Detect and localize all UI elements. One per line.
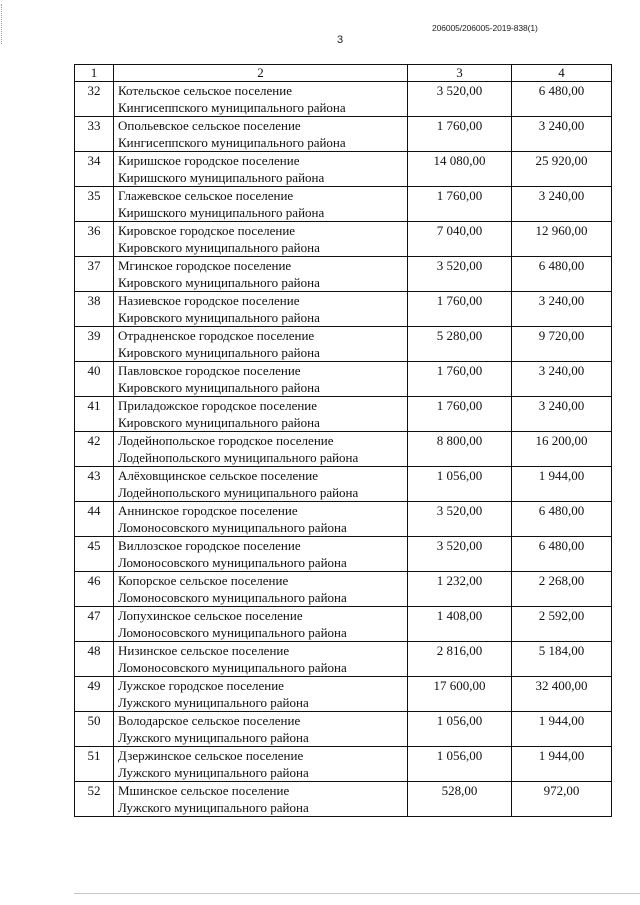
settlement-name: Лужское городское поселение: [118, 678, 284, 693]
amount-col-3-cell: 14 080,00: [408, 152, 512, 187]
settlement-name-cell: [114, 117, 408, 152]
amount-col-3-cell: 1 760,00: [408, 362, 512, 397]
amount-col-4-cell: 32 400,00: [512, 677, 612, 712]
amount-col-4-cell: 3 240,00: [512, 187, 612, 222]
amount-col-3-cell: 3 520,00: [408, 82, 512, 117]
settlement-name-cell: [114, 677, 408, 712]
settlement-name-cell: [114, 397, 408, 432]
amount-col-4-cell: 12 960,00: [512, 222, 612, 257]
amount-col-3-cell: 2 816,00: [408, 642, 512, 677]
row-number-cell: 46: [75, 572, 114, 607]
settlement-name-cell: [114, 327, 408, 362]
amount-col-4-cell: 1 944,00: [512, 747, 612, 782]
row-number-cell: 35: [75, 187, 114, 222]
row-number-cell: 50: [75, 712, 114, 747]
settlement-name: Аннинское городское поселение: [118, 503, 298, 518]
settlement-name-cell: [114, 82, 408, 117]
district-name: Лодейнопольского муниципального района: [118, 450, 359, 465]
table-row: [75, 572, 612, 607]
district-name: Кировского муниципального района: [118, 345, 320, 360]
district-name: Кировского муниципального района: [118, 415, 320, 430]
amount-col-4-cell: 25 920,00: [512, 152, 612, 187]
table-row: [75, 292, 612, 327]
row-number-cell: 37: [75, 257, 114, 292]
district-name: Кировского муниципального района: [118, 240, 320, 255]
settlement-name: Мгинское городское поселение: [118, 258, 292, 273]
amount-col-3-cell: 1 232,00: [408, 572, 512, 607]
row-number-cell: 49: [75, 677, 114, 712]
district-name: Лужского муниципального района: [118, 765, 309, 780]
settlement-name-cell: [114, 362, 408, 397]
amount-col-4-cell: 3 240,00: [512, 362, 612, 397]
table-row: [75, 747, 612, 782]
row-number-cell: 36: [75, 222, 114, 257]
settlement-name: Лодейнопольское городское поселение: [118, 433, 334, 448]
amount-col-4-cell: 3 240,00: [512, 397, 612, 432]
table-row: [75, 642, 612, 677]
district-name: Киришского муниципального района: [118, 205, 325, 220]
amount-col-3-cell: 1 760,00: [408, 187, 512, 222]
row-number-cell: 33: [75, 117, 114, 152]
settlement-name-cell: [114, 292, 408, 327]
amount-col-3-cell: 1 056,00: [408, 467, 512, 502]
row-number-cell: 43: [75, 467, 114, 502]
row-number-cell: 41: [75, 397, 114, 432]
amount-col-4-cell: 6 480,00: [512, 537, 612, 572]
table-row: [75, 327, 612, 362]
amount-col-3-cell: 1 760,00: [408, 117, 512, 152]
amount-col-3-cell: 3 520,00: [408, 257, 512, 292]
district-name: Лужского муниципального района: [118, 695, 309, 710]
table-row: [75, 82, 612, 117]
settlement-name: Виллозское городское поселение: [118, 538, 301, 553]
settlement-name: Приладожское городское поселение: [118, 398, 318, 413]
district-name: Киришского муниципального района: [118, 170, 325, 185]
row-number-cell: 51: [75, 747, 114, 782]
amount-col-4-cell: 16 200,00: [512, 432, 612, 467]
row-number-cell: 48: [75, 642, 114, 677]
table-row: [75, 467, 612, 502]
header-col-1: 1: [75, 65, 114, 82]
district-name: Кингисеппского муниципального района: [118, 100, 346, 115]
table-row: [75, 397, 612, 432]
settlement-name: Мшинское сельское поселение: [118, 783, 290, 798]
settlement-name: Павловское городское поселение: [118, 363, 301, 378]
amount-col-3-cell: 1 760,00: [408, 397, 512, 432]
amount-col-4-cell: 972,00: [512, 782, 612, 817]
amount-col-4-cell: 3 240,00: [512, 117, 612, 152]
settlement-name: Назиевское городское поселение: [118, 293, 300, 308]
row-number-cell: 47: [75, 607, 114, 642]
district-name: Ломоносовского муниципального района: [118, 520, 347, 535]
amount-col-4-cell: 2 592,00: [512, 607, 612, 642]
page-number: 3: [336, 34, 344, 46]
settlement-name: Отрадненское городское поселение: [118, 328, 315, 343]
table-row: [75, 677, 612, 712]
table-row: [75, 257, 612, 292]
row-number-cell: 42: [75, 432, 114, 467]
settlement-name: Низинское сельское поселение: [118, 643, 290, 658]
amount-col-3-cell: 1 408,00: [408, 607, 512, 642]
settlement-name-cell: [114, 432, 408, 467]
settlement-name: Киришское городское поселение: [118, 153, 300, 168]
district-name: Лужского муниципального района: [118, 730, 309, 745]
amount-col-3-cell: 3 520,00: [408, 537, 512, 572]
row-number-cell: 45: [75, 537, 114, 572]
table-row: [75, 607, 612, 642]
amount-col-4-cell: 3 240,00: [512, 292, 612, 327]
table-header-row: [75, 65, 612, 82]
amount-col-4-cell: 1 944,00: [512, 712, 612, 747]
settlement-name-cell: [114, 187, 408, 222]
settlement-name-cell: [114, 152, 408, 187]
amount-col-3-cell: 1 056,00: [408, 747, 512, 782]
district-name: Ломоносовского муниципального района: [118, 590, 347, 605]
settlement-name-cell: [114, 467, 408, 502]
settlement-name-cell: [114, 642, 408, 677]
settlement-name: Кировское городское поселение: [118, 223, 296, 238]
header-col-2: 2: [114, 65, 408, 82]
amount-col-3-cell: 1 056,00: [408, 712, 512, 747]
settlement-name: Копорское сельское поселение: [118, 573, 289, 588]
settlement-name-cell: [114, 502, 408, 537]
district-name: Ломоносовского муниципального района: [118, 555, 347, 570]
row-number-cell: 39: [75, 327, 114, 362]
amount-col-4-cell: 6 480,00: [512, 82, 612, 117]
amount-col-4-cell: 6 480,00: [512, 257, 612, 292]
amount-col-4-cell: 6 480,00: [512, 502, 612, 537]
row-number-cell: 32: [75, 82, 114, 117]
settlement-name: Опольевское сельское поселение: [118, 118, 301, 133]
settlement-name: Володарское сельское поселение: [118, 713, 301, 728]
settlement-name-cell: [114, 607, 408, 642]
settlement-name-cell: [114, 782, 408, 817]
settlement-name-cell: [114, 257, 408, 292]
settlement-name: Дзержинское сельское поселение: [118, 748, 304, 763]
row-number-cell: 44: [75, 502, 114, 537]
table-row: [75, 712, 612, 747]
district-name: Лодейнопольского муниципального района: [118, 485, 359, 500]
settlement-name-cell: [114, 572, 408, 607]
amount-col-3-cell: 3 520,00: [408, 502, 512, 537]
amount-col-4-cell: 2 268,00: [512, 572, 612, 607]
table-row: [75, 537, 612, 572]
page-bottom-divider: [74, 893, 640, 894]
row-number-cell: 38: [75, 292, 114, 327]
table-row: [75, 117, 612, 152]
amount-col-4-cell: 9 720,00: [512, 327, 612, 362]
table-row: [75, 362, 612, 397]
table-row: [75, 222, 612, 257]
table-row: [75, 152, 612, 187]
table-body: [75, 82, 612, 817]
settlement-name-cell: [114, 747, 408, 782]
table-row: [75, 432, 612, 467]
settlement-name: Лопухинское сельское поселение: [118, 608, 303, 623]
settlement-name-cell: [114, 222, 408, 257]
settlement-name: Глажевское сельское поселение: [118, 188, 294, 203]
header-col-4: 4: [512, 65, 612, 82]
settlement-name: Алёховщинское сельское поселение: [118, 468, 318, 483]
amount-col-3-cell: 17 600,00: [408, 677, 512, 712]
district-name: Ломоносовского муниципального района: [118, 660, 347, 675]
amount-col-3-cell: 528,00: [408, 782, 512, 817]
district-name: Кировского муниципального района: [118, 310, 320, 325]
document-code: 206005/206005-2019-838(1): [432, 23, 538, 33]
amount-col-3-cell: 5 280,00: [408, 327, 512, 362]
table-row: [75, 782, 612, 817]
table-row: [75, 187, 612, 222]
settlement-name: Котельское сельское поселение: [118, 83, 292, 98]
district-name: Кингисеппского муниципального района: [118, 135, 346, 150]
amount-col-3-cell: 8 800,00: [408, 432, 512, 467]
amount-col-4-cell: 1 944,00: [512, 467, 612, 502]
district-name: Лужского муниципального района: [118, 800, 309, 815]
row-number-cell: 40: [75, 362, 114, 397]
header-col-3: 3: [408, 65, 512, 82]
row-number-cell: 52: [75, 782, 114, 817]
district-name: Ломоносовского муниципального района: [118, 625, 347, 640]
district-name: Кировского муниципального района: [118, 275, 320, 290]
settlement-name-cell: [114, 537, 408, 572]
amount-col-4-cell: 5 184,00: [512, 642, 612, 677]
row-number-cell: 34: [75, 152, 114, 187]
district-name: Кировского муниципального района: [118, 380, 320, 395]
settlement-name-cell: [114, 712, 408, 747]
allocation-table: [74, 64, 612, 817]
table-row: [75, 502, 612, 537]
amount-col-3-cell: 7 040,00: [408, 222, 512, 257]
amount-col-3-cell: 1 760,00: [408, 292, 512, 327]
